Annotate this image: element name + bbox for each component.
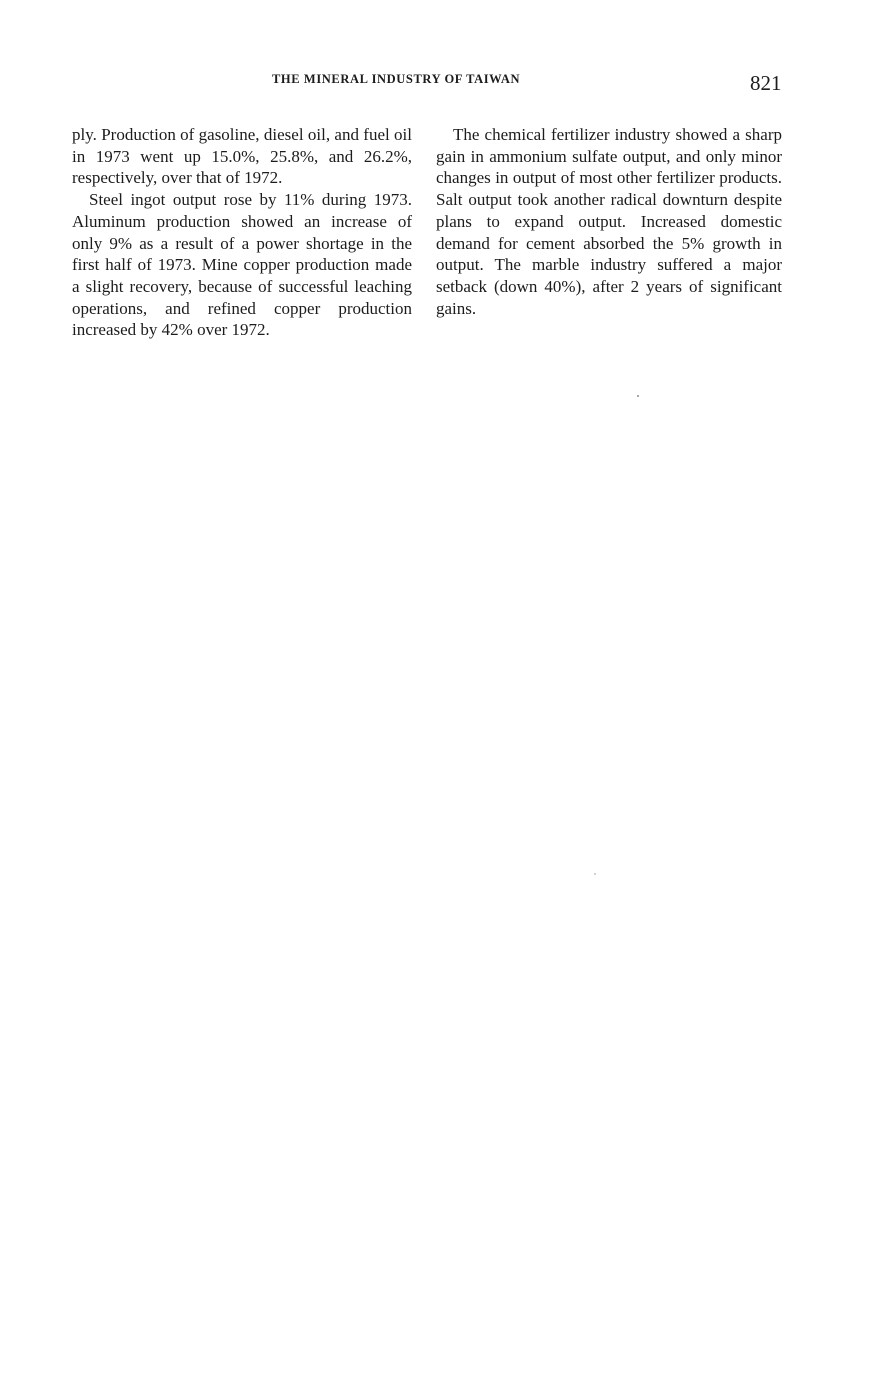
page-number: 821 [750, 71, 782, 95]
right-column [436, 124, 782, 319]
scan-speck [594, 873, 596, 875]
paragraph-metals-production: Steel ingot output rose by 11% during 1973. Aluminum production showed an increase of only 9% as a result of a power shortage in the first half of 1973. Mine copper production made a slight recovery, because of successful leaching operations, and refined copper production increased by 42% over 1972. [72, 190, 412, 340]
left-column [72, 124, 412, 341]
paragraph-fuel-production: ply. Production of gasoline, diesel oil, and fuel oil in 1973 went up 15.0%, 25.8%, and 26.2%, respectively, over that of 1972. [72, 125, 412, 188]
scan-speck [637, 395, 639, 397]
running-head: THE MINERAL INDUSTRY OF TAIWAN [272, 72, 521, 86]
paragraph-fertilizer-salt-cement-marble: The chemical fertilizer industry showed a sharp gain in ammonium sulfate output, and only minor changes in output of most other fertilizer products. Salt output took another radical downturn despite plans to expand output. Increased domestic demand for cement absorbed the 5% growth in output. The marble industry suffered a major setback (down 40%), after 2 years of significant gains. [436, 125, 782, 318]
